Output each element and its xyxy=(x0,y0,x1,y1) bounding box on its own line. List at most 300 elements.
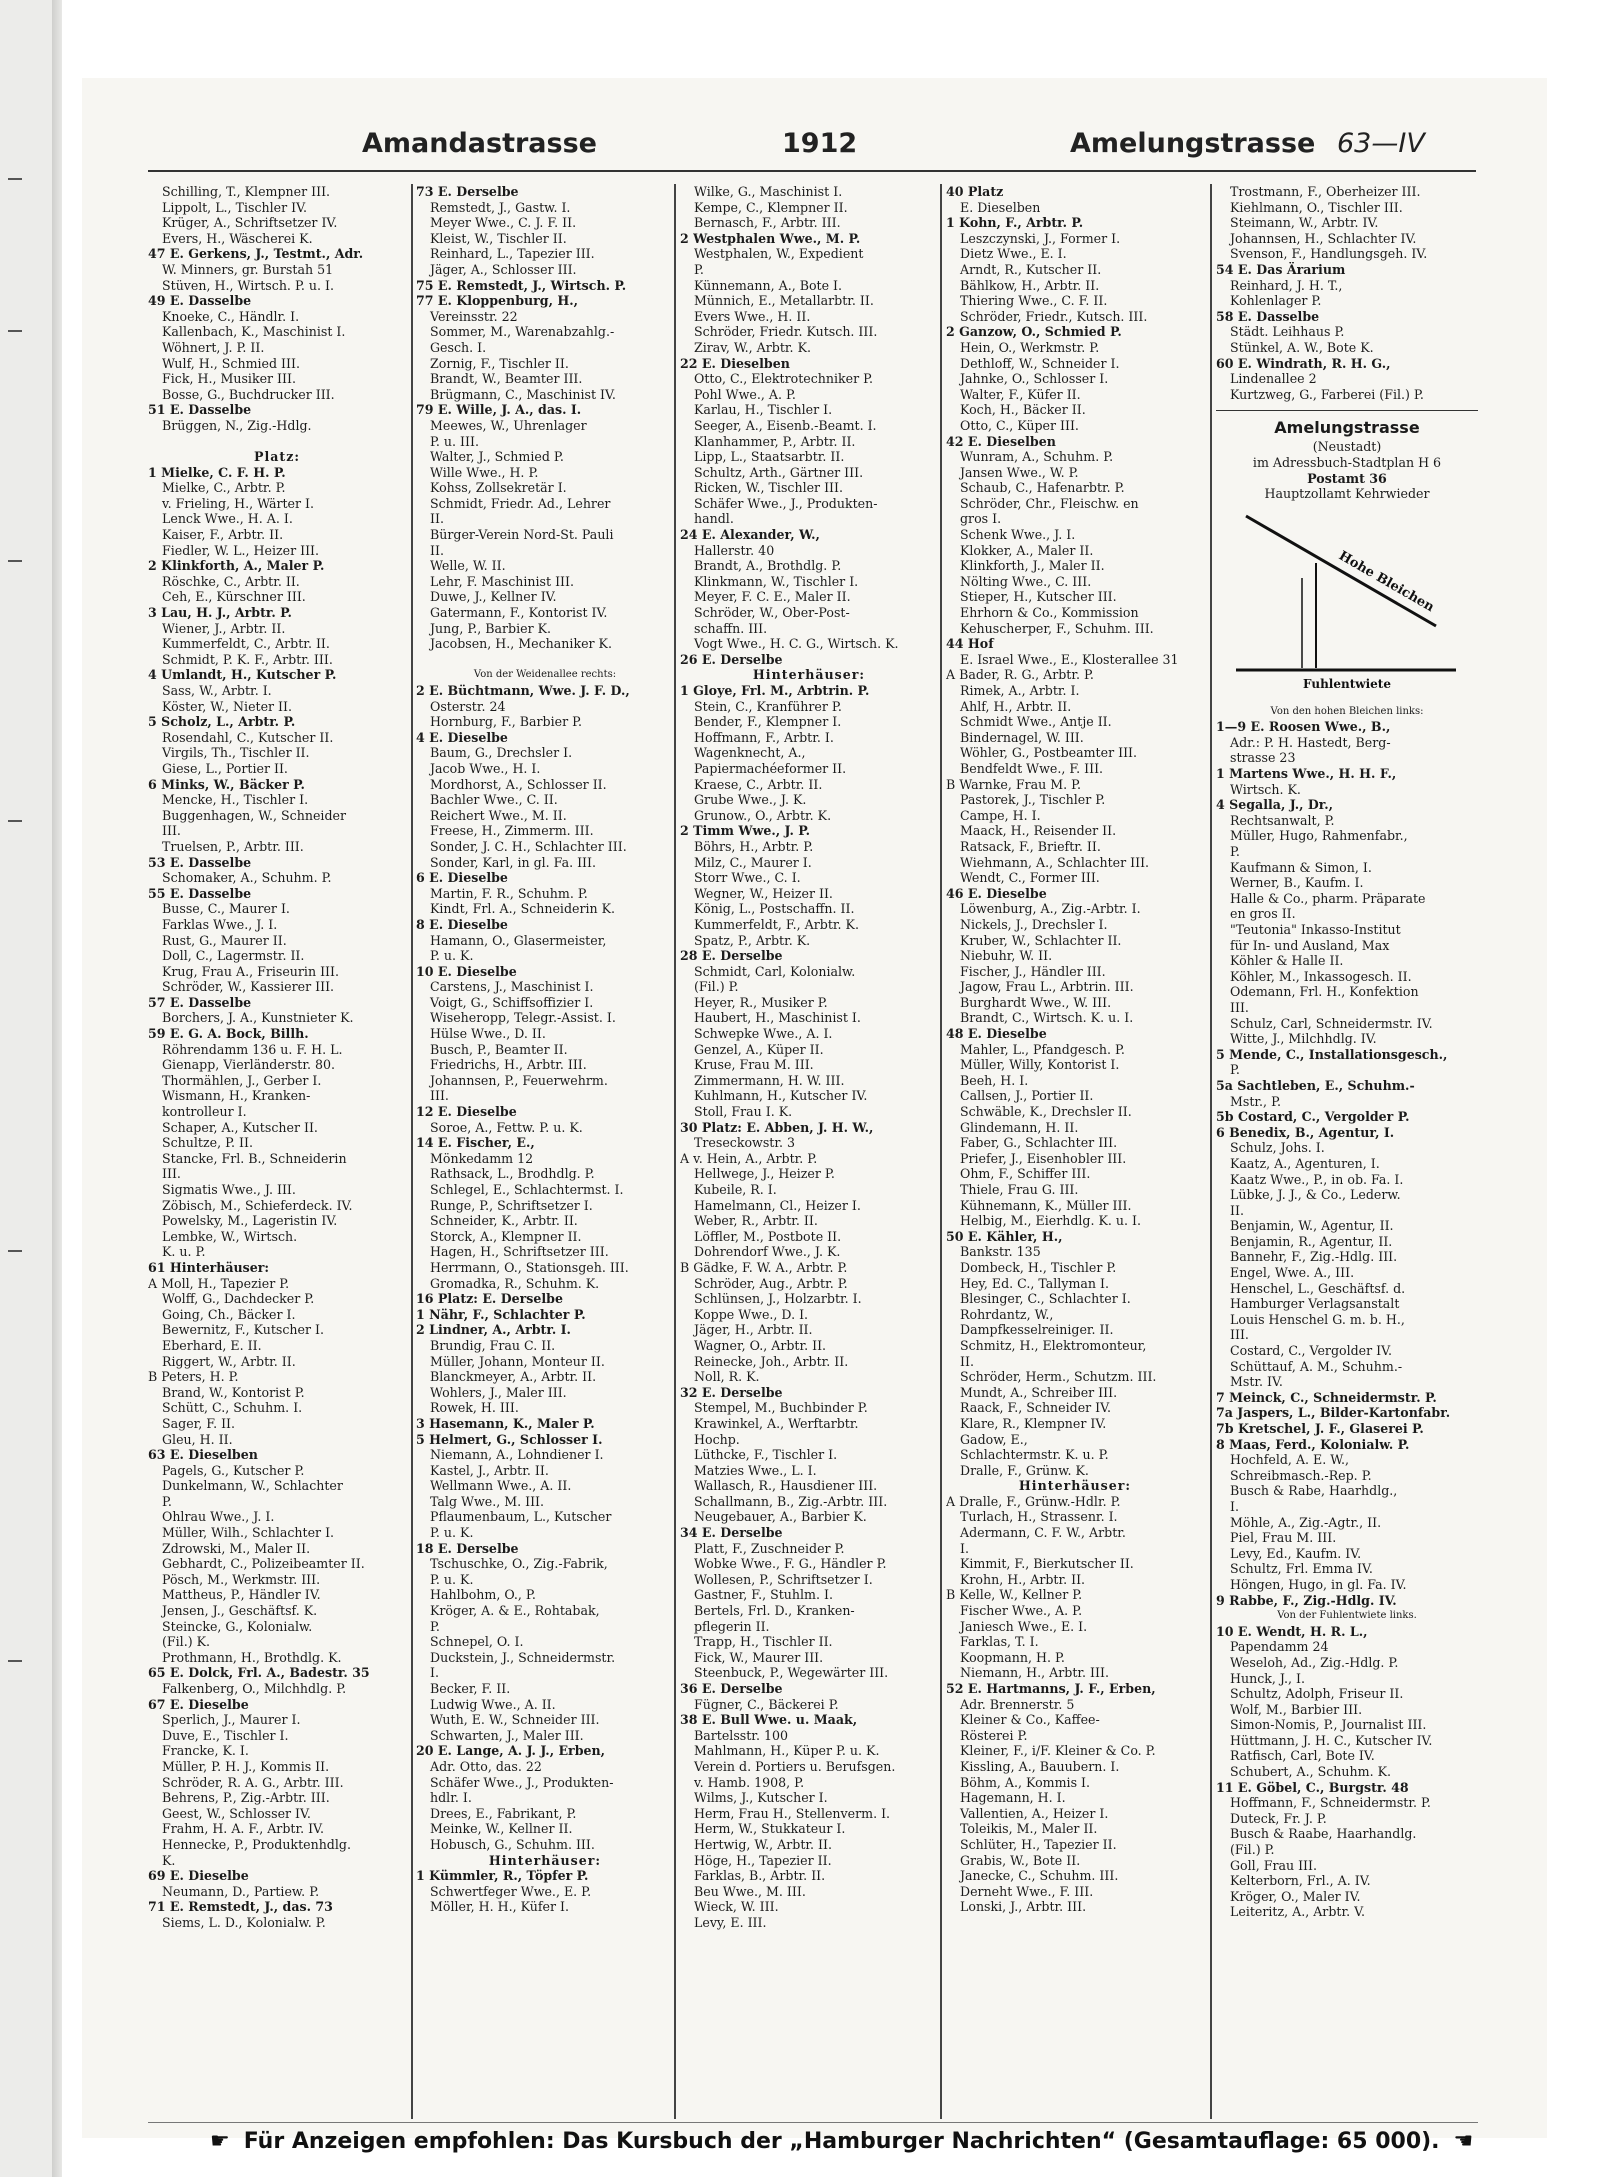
directory-entry: 55 E. Dasselbe xyxy=(148,885,252,901)
directory-entry: Meyer Wwe., C. J. F. II. xyxy=(430,215,577,231)
directory-entry: "Teutonia" Inkasso-Institut xyxy=(1230,922,1401,937)
directory-entry: Bankstr. 135 xyxy=(960,1244,1041,1260)
directory-entry: Osterstr. 24 xyxy=(430,698,506,714)
directory-entry: Reinhard, J. H. T., xyxy=(1230,277,1343,293)
directory-entry: Carstens, J., Maschinist I. xyxy=(430,979,594,995)
directory-entry: Kimmit, F., Bierkutscher II. xyxy=(960,1556,1134,1572)
directory-entry: Evers, H., Wäscherei K. xyxy=(162,230,313,246)
directory-entry: Schüttauf, A. M., Schuhm.- xyxy=(1230,1358,1403,1374)
directory-entry: 8 Maas, Ferd., Kolonialw. P. xyxy=(1216,1436,1410,1452)
directory-entry: Mordhorst, A., Schlosser II. xyxy=(430,776,607,792)
directory-entry: Kruse, Frau M. III. xyxy=(694,1057,814,1073)
street-sketch-map xyxy=(1216,508,1478,698)
directory-entry: Hobusch, G., Schuhm. III. xyxy=(430,1836,595,1852)
directory-entry: Hinterhäuser: xyxy=(752,667,866,683)
directory-entry: Schultze, P. II. xyxy=(162,1135,253,1151)
directory-entry: Stein, C., Kranführer P. xyxy=(694,698,842,714)
directory-entry: Bartelsstr. 100 xyxy=(694,1727,788,1743)
directory-entry: v. Frieling, H., Wärter I. xyxy=(162,495,314,511)
directory-entry: Dombeck, H., Tischler P. xyxy=(960,1259,1117,1275)
directory-entry: Duteck, Fr. J. P. xyxy=(1230,1810,1327,1826)
directory-entry: A v. Hein, A., Arbtr. P. xyxy=(680,1150,818,1166)
directory-entry: Busch, P., Beamter II. xyxy=(430,1041,568,1057)
directory-entry: Hornburg, F., Barbier P. xyxy=(430,714,583,730)
directory-entry: Bählkow, H., Arbtr. II. xyxy=(960,277,1100,293)
directory-entry: Doll, C., Lagermstr. II. xyxy=(162,948,305,964)
directory-entry: Schröder, W., Kassierer III. xyxy=(162,979,335,995)
directory-entry: Schwarten, J., Maler III. xyxy=(430,1727,584,1743)
directory-entry: Schmidt Wwe., Antje II. xyxy=(960,714,1112,730)
directory-entry: Sommer, M., Warenabzahlg.- xyxy=(430,324,615,340)
directory-entry: 79 E. Wille, J. A., das. I. xyxy=(416,402,582,418)
map-label-top: Hohe Bleichen xyxy=(1336,548,1437,615)
directory-entry: Hellwege, J., Heizer P. xyxy=(694,1166,835,1182)
pointing-hand-left-icon: ☚ xyxy=(1453,2129,1474,2154)
directory-entry: III. xyxy=(162,823,181,839)
directory-entry: Francke, K. I. xyxy=(162,1743,249,1759)
directory-entry: 14 E. Fischer, E., xyxy=(416,1135,535,1151)
directory-entry: Müller, Hugo, Rahmenfabr., xyxy=(1230,828,1408,844)
directory-entry: Lenck Wwe., H. A. I. xyxy=(162,511,293,527)
directory-entry: Callsen, J., Portier II. xyxy=(960,1088,1094,1104)
directory-entry: Wollesen, P., Schriftsetzer I. xyxy=(694,1571,873,1587)
directory-entry: Arndt, R., Kutscher II. xyxy=(960,261,1102,277)
directory-entry: Bendfeldt Wwe., F. III. xyxy=(960,760,1104,776)
directory-entry: 1 Kümmler, R., Töpfer P. xyxy=(416,1868,589,1884)
directory-entry: Kruber, W., Schlachter II. xyxy=(960,932,1122,948)
directory-entry: Brundig, Frau C. II. xyxy=(430,1337,556,1353)
street-header-block xyxy=(1216,410,1478,697)
directory-entry: Kelterborn, Frl., A. IV. xyxy=(1230,1873,1371,1889)
directory-entry: Gadow, E., xyxy=(960,1431,1028,1447)
directory-entry: 2 Klinkforth, A., Maler P. xyxy=(148,558,325,574)
directory-entry: Schultz, Adolph, Friseur II. xyxy=(1230,1686,1404,1702)
directory-entry: Lübke, J. J., & Co., Lederw. xyxy=(1230,1187,1401,1203)
directory-entry: Fischer Wwe., A. P. xyxy=(960,1603,1083,1619)
directory-entry: Kühnemann, K., Müller III. xyxy=(960,1197,1132,1213)
directory-entry: Milz, C., Maurer I. xyxy=(694,854,812,870)
directory-entry: Müller, Johann, Monteur II. xyxy=(430,1353,605,1369)
directory-entry: III. xyxy=(1230,999,1249,1015)
directory-entry: König, L., Postschaffn. II. xyxy=(694,901,855,917)
directory-entry: Kröger, A. & E., Rohtabak, xyxy=(430,1603,600,1619)
directory-entry: pflegerin II. xyxy=(694,1618,770,1634)
directory-entry: Münnich, E., Metallarbtr. II. xyxy=(694,293,874,309)
directory-entry: Stancke, Frl. B., Schneiderin xyxy=(162,1150,347,1166)
spacer xyxy=(148,434,406,450)
directory-entry: Wegner, W., Heizer II. xyxy=(694,885,833,901)
directory-entry: Kissling, A., Bauubern. I. xyxy=(960,1758,1120,1774)
book-fold xyxy=(52,0,62,2177)
directory-entry: 3 Lau, H. J., Arbtr. P. xyxy=(148,605,292,621)
footer-rule xyxy=(148,2122,1478,2123)
directory-entry: Wiehmann, A., Schlachter III. xyxy=(960,854,1150,870)
directory-entry: Neugebauer, A., Barbier K. xyxy=(694,1509,867,1525)
directory-entry: 7b Kretschel, J. F., Glaserei P. xyxy=(1216,1421,1424,1436)
directory-entry: Köhler & Halle II. xyxy=(1230,953,1344,969)
directory-entry: Kaufmann & Simon, I. xyxy=(1230,859,1372,875)
directory-entry: Fügner, C., Bäckerei P. xyxy=(694,1696,839,1712)
directory-entry: 2 Ganzow, O., Schmied P. xyxy=(946,324,1122,340)
directory-entry: Zöbisch, M., Schieferdeck. IV. xyxy=(162,1197,353,1213)
directory-entry: III. xyxy=(1230,1327,1249,1343)
directory-entry: v. Hamb. 1908, P. xyxy=(694,1774,805,1790)
directory-entry: strasse 23 xyxy=(1230,750,1296,766)
directory-entry: 4 E. Dieselbe xyxy=(416,729,508,745)
directory-entry: Meyer, F. C. E., Maler II. xyxy=(694,589,851,605)
directory-entry: 7 Meinck, C., Schneidermstr. P. xyxy=(1216,1389,1437,1405)
directory-entry: Krüger, A., Schriftsetzer IV. xyxy=(162,215,338,231)
directory-entry: Ludwig Wwe., A. II. xyxy=(430,1696,556,1712)
directory-entry: Brügmann, C., Maschinist IV. xyxy=(430,386,616,402)
directory-entry: Zirav, W., Arbtr. K. xyxy=(694,339,811,355)
directory-entry: Otto, C., Elektrotechniker P. xyxy=(694,371,874,387)
directory-entry: Verein d. Portiers u. Berufsgen. xyxy=(694,1758,896,1774)
directory-entry: Rosendahl, C., Kutscher II. xyxy=(162,729,334,745)
directory-entry: 32 E. Derselbe xyxy=(680,1384,783,1400)
directory-entry: Hülse Wwe., D. II. xyxy=(430,1026,546,1042)
directory-entry: Jagow, Frau L., Arbtrin. III. xyxy=(960,979,1134,995)
directory-entry: Ceh, E., Kürschner III. xyxy=(162,589,306,605)
directory-entry: Kohss, Zollsekretär I. xyxy=(430,480,567,496)
margin-mark xyxy=(8,330,22,332)
directory-entry: 40 Platz xyxy=(946,184,1004,199)
directory-entry: 42 E. Dieselben xyxy=(946,433,1056,449)
directory-entry: Benjamin, W., Agentur, II. xyxy=(1230,1218,1394,1234)
directory-entry: 5 Scholz, L., Arbtr. P. xyxy=(148,714,296,730)
directory-entry: Gatermann, F., Kontorist IV. xyxy=(430,605,608,621)
directory-entry: Ohm, F., Schiffer III. xyxy=(960,1166,1091,1182)
directory-entry: Schallmann, B., Zig.-Arbtr. III. xyxy=(694,1493,888,1509)
directory-entry: Löwenburg, A., Zig.-Arbtr. I. xyxy=(960,901,1141,917)
directory-entry: Kurtzweg, G., Farberei (Fil.) P. xyxy=(1230,386,1424,402)
directory-entry: Schäfer Wwe., J., Produkten- xyxy=(430,1774,614,1790)
header-rule xyxy=(148,170,1476,172)
directory-entry: Schomaker, A., Schuhm. P. xyxy=(162,870,332,886)
directory-entry: Jäger, A., Schlosser III. xyxy=(430,261,577,277)
directory-entry: Künnemann, A., Bote I. xyxy=(694,277,843,293)
directory-entry: Krawinkel, A., Werftarbtr. xyxy=(694,1415,859,1431)
directory-entry: Thiele, Frau G. III. xyxy=(960,1182,1079,1197)
directory-entry: 47 E. Gerkens, J., Testmt., Adr. xyxy=(148,246,364,262)
directory-entry: II. xyxy=(960,1353,974,1369)
column-5 xyxy=(1216,184,1478,2119)
directory-entry: Rathsack, L., Brodhdlg. P. xyxy=(430,1166,595,1182)
directory-entry: Duwe, J., Kellner IV. xyxy=(430,589,557,605)
directory-entry: Jäger, H., Arbtr. II. xyxy=(694,1322,813,1338)
directory-entry: K. xyxy=(162,1852,176,1868)
directory-entry: I. xyxy=(430,1665,439,1681)
directory-entry: Farklas, T. I. xyxy=(960,1634,1039,1650)
directory-entry: Niemann, H., Arbtr. III. xyxy=(960,1665,1109,1681)
directory-entry: Schröder, Aug., Arbtr. P. xyxy=(694,1275,848,1291)
directory-entry: Fick, H., Musiker III. xyxy=(162,371,296,387)
directory-entry: Platt, F., Zuschneider P. xyxy=(694,1540,845,1556)
header-year: 1912 xyxy=(782,128,858,159)
directory-entry: Meewes, W., Uhrenlager xyxy=(430,417,587,433)
directory-entry: Möller, H. H., Küfer I. xyxy=(430,1899,569,1915)
column-1 xyxy=(148,184,406,2119)
directory-entry: Brand, W., Kontorist P. xyxy=(162,1384,305,1400)
directory-entry: Hertwig, W., Arbtr. II. xyxy=(694,1836,832,1852)
directory-entry: Lonski, J., Arbtr. III. xyxy=(960,1899,1087,1915)
directory-entry: Meinke, W., Kellner II. xyxy=(430,1821,573,1837)
directory-entry: 5b Costard, C., Vergolder P. xyxy=(1216,1109,1410,1125)
directory-entry: Bernasch, F., Arbtr. III. xyxy=(694,215,841,231)
directory-entry: 1 Gloye, Frl. M., Arbtrin. P. xyxy=(680,683,870,698)
directory-entry: Mstr., P. xyxy=(1230,1093,1281,1109)
directory-entry: Svenson, F., Handlungsgeh. IV. xyxy=(1230,246,1428,262)
directory-entry: Mielke, C., Arbtr. P. xyxy=(162,480,286,496)
directory-entry: Schmitz, H., Elektromonteur, xyxy=(960,1337,1147,1353)
directory-entry: II. xyxy=(1230,1202,1244,1218)
directory-entry: Dunkelmann, W., Schlachter xyxy=(162,1478,343,1494)
directory-entry: Glindemann, H. II. xyxy=(960,1119,1079,1135)
directory-entry: 30 Platz: E. Abben, J. H. W., xyxy=(680,1119,874,1135)
directory-entry: Rohrdantz, W., xyxy=(960,1306,1054,1322)
directory-entry: 16 Platz: E. Derselbe xyxy=(416,1291,563,1307)
directory-entry: 20 E. Lange, A. J. J., Erben, xyxy=(416,1743,606,1759)
directory-entry: Reinhard, L., Tapezier III. xyxy=(430,246,595,262)
directory-entry: Werner, B., Kaufm. I. xyxy=(1230,875,1364,891)
directory-entry: Dampfkesselreiniger. II. xyxy=(960,1322,1114,1338)
directory-entry: Müller, Wilh., Schlachter I. xyxy=(162,1525,335,1541)
directory-entry: P. xyxy=(1230,844,1240,860)
directory-entry: A Dralle, F., Grünw.-Hdlr. P. xyxy=(946,1493,1121,1509)
directory-entry: Treseckowstr. 3 xyxy=(694,1135,796,1151)
directory-entry: Hoffmann, F., Arbtr. I. xyxy=(694,729,834,745)
margin-mark xyxy=(8,560,22,562)
directory-entry: Ahlf, H., Arbtr. II. xyxy=(960,698,1072,714)
directory-entry: Riggert, W., Arbtr. II. xyxy=(162,1353,296,1369)
directory-entry: Faber, G., Schlachter III. xyxy=(960,1135,1118,1151)
directory-entry: P. xyxy=(430,1618,440,1634)
directory-entry: Dethloff, W., Schneider I. xyxy=(960,355,1120,371)
directory-entry: Sass, W., Arbtr. I. xyxy=(162,683,272,698)
directory-entry: Schröder, Friedr. Kutsch. III. xyxy=(694,324,878,340)
directory-entry: Klinkmann, W., Tischler I. xyxy=(694,573,859,589)
directory-entry: Leiteritz, A., Arbtr. V. xyxy=(1230,1904,1365,1920)
directory-entry: Mahlmann, H., Küper P. u. K. xyxy=(694,1743,880,1759)
directory-entry: Nölting Wwe., C. III. xyxy=(960,573,1092,589)
directory-entry: Bachler Wwe., C. II. xyxy=(430,792,558,808)
directory-entry: Hagen, H., Schriftsetzer III. xyxy=(430,1244,609,1260)
directory-entry: 2 Westphalen Wwe., M. P. xyxy=(680,230,861,246)
directory-entry: Köhler, M., Inkassogesch. II. xyxy=(1230,968,1412,984)
directory-entry: Herrmann, O., Stationsgeh. III. xyxy=(430,1259,629,1275)
directory-entry: 46 E. Dieselbe xyxy=(946,885,1047,901)
directory-entry: Wulf, H., Schmied III. xyxy=(162,355,300,371)
directory-entry: Hunck, J., I. xyxy=(1230,1670,1305,1686)
directory-entry: Henschel, L., Geschäftsf. d. xyxy=(1230,1280,1406,1296)
column-4 xyxy=(946,184,1204,2119)
header-left-street: Amandastrasse xyxy=(362,128,597,159)
directory-entry: Goll, Frau III. xyxy=(1230,1857,1318,1873)
directory-entry: Piel, Frau M. III. xyxy=(1230,1530,1337,1546)
directory-entry: A Moll, H., Tapezier P. xyxy=(148,1275,290,1291)
directory-entry: Jensen, J., Geschäftsf. K. xyxy=(162,1603,318,1619)
directory-entry: Wiener, J., Arbtr. II. xyxy=(162,620,286,636)
directory-entry: Stempel, M., Buchbinder P. xyxy=(694,1400,868,1416)
hohe-bleichen-line xyxy=(1246,516,1436,626)
directory-entry: W. Minners, gr. Burstah 51 xyxy=(162,261,334,277)
directory-entry: Wallasch, R., Hausdiener III. xyxy=(694,1478,878,1494)
directory-entry: Helbig, M., Eierhdlg. K. u. I. xyxy=(960,1213,1141,1229)
directory-entry: Walter, F., Küfer II. xyxy=(960,386,1081,402)
directory-entry: Hallerstr. 40 xyxy=(694,542,775,558)
directory-entry: Talg Wwe., M. III. xyxy=(430,1493,545,1509)
margin-mark xyxy=(8,1250,22,1252)
directory-entry: Hoffmann, F., Schneidermstr. P. xyxy=(1230,1795,1431,1811)
directory-entry: Blesinger, C., Schlachter I. xyxy=(960,1291,1131,1307)
directory-entry: Becker, F. II. xyxy=(430,1681,511,1696)
directory-entry: Raack, F., Schneider IV. xyxy=(960,1400,1112,1416)
map-label-bottom: Fuhlentwiete xyxy=(1303,676,1391,691)
directory-entry: Hüttmann, J. H. C., Kutscher IV. xyxy=(1230,1732,1433,1748)
directory-entry: Pflaumenbaum, L., Kutscher xyxy=(430,1509,612,1525)
directory-entry: Reinecke, Joh., Arbtr. II. xyxy=(694,1353,849,1369)
directory-entry: Klokker, A., Maler II. xyxy=(960,542,1094,558)
directory-entry: Matzies Wwe., L. I. xyxy=(694,1462,817,1478)
directory-entry: Weber, R., Arbtr. II. xyxy=(694,1213,818,1229)
directory-entry: Schlüter, H., Tapezier II. xyxy=(960,1836,1117,1852)
directory-entry: Turlach, H., Strassenr. I. xyxy=(960,1509,1118,1525)
directory-entry: Remstedt, J., Gastw. I. xyxy=(430,199,571,215)
directory-entry: Maack, H., Reisender II. xyxy=(960,823,1117,839)
directory-entry: Löffler, M., Postbote II. xyxy=(694,1228,842,1244)
directory-entry: Böhm, A., Kommis I. xyxy=(960,1774,1091,1790)
directory-entry: Krohn, H., Arbtr. II. xyxy=(960,1571,1086,1587)
directory-entry: Wilms, J., Kutscher I. xyxy=(694,1790,828,1806)
directory-entry: Otto, C., Küper III. xyxy=(960,417,1079,433)
directory-entry: Gebhardt, C., Polizeibeamter II. xyxy=(162,1556,365,1572)
directory-entry: Jacobsen, H., Mechaniker K. xyxy=(430,636,612,652)
page-header xyxy=(82,128,1547,168)
directory-entry: Wagenknecht, A., xyxy=(694,745,806,761)
directory-entry: Pohl Wwe., A. P. xyxy=(694,386,796,402)
directory-entry: 22 E. Dieselben xyxy=(680,355,790,371)
directory-entry: Lembke, W., Wirtsch. xyxy=(162,1228,298,1244)
street-title: Amelungstrasse xyxy=(1274,418,1420,438)
directory-entry: Tschuschke, O., Zig.-Fabrik, xyxy=(430,1556,608,1572)
directory-entry: Höge, H., Tapezier II. xyxy=(694,1852,832,1868)
directory-entry: 4 Umlandt, H., Kutscher P. xyxy=(148,667,337,683)
directory-entry: Jahnke, O., Schlosser I. xyxy=(960,371,1109,387)
directory-entry: Wirtsch. K. xyxy=(1230,781,1301,797)
directory-entry: Burghardt Wwe., W. III. xyxy=(960,994,1112,1010)
directory-entry: Soroe, A., Fettw. P. u. K. xyxy=(430,1119,583,1135)
directory-entry: Bender, F., Klempner I. xyxy=(694,714,842,730)
directory-entry: 54 E. Das Ärarium xyxy=(1216,261,1346,277)
directory-entry: Friedrichs, H., Arbtr. III. xyxy=(430,1057,587,1073)
directory-entry: Wille Wwe., H. P. xyxy=(430,464,539,480)
directory-entry: Schilling, T., Klempner III. xyxy=(162,184,331,199)
directory-entry: 61 Hinterhäuser: xyxy=(148,1259,270,1275)
directory-entry: Levy, Ed., Kaufm. IV. xyxy=(1230,1545,1362,1561)
directory-entry: Halle & Co., pharm. Präparate xyxy=(1230,890,1426,906)
directory-entry: Mahler, L., Pfandgesch. P. xyxy=(960,1041,1125,1057)
directory-entry: P. xyxy=(694,261,704,277)
directory-entry: Noll, R. K. xyxy=(694,1369,760,1385)
directory-entry: Sonder, Karl, in gl. Fa. III. xyxy=(430,854,597,870)
directory-entry: Grabis, W., Bote II. xyxy=(960,1852,1081,1868)
directory-entry: Ohlrau Wwe., J. I. xyxy=(162,1509,275,1525)
street-plan-reference: im Adressbuch-Stadtplan H 6 xyxy=(1252,454,1442,470)
column-5-top-entries xyxy=(1216,184,1478,402)
directory-entry: Schlegel, E., Schlachtermst. I. xyxy=(430,1182,624,1197)
directory-entry: 2 E. Büchtmann, Wwe. J. F. D., xyxy=(416,683,630,698)
directory-entry: Janecke, C., Schuhm. III. xyxy=(960,1868,1119,1884)
directory-entry: Hahlbohm, O., P. xyxy=(430,1587,536,1603)
directory-entry: Lüthcke, F., Tischler I. xyxy=(694,1447,838,1463)
directory-entry: Giese, L., Portier II. xyxy=(162,760,288,776)
directory-entry: Schröder, R. A. G., Arbtr. III. xyxy=(162,1774,344,1790)
directory-entry: Knoeke, C., Händlr. I. xyxy=(162,308,300,324)
directory-entry: Zornig, F., Tischler II. xyxy=(430,355,569,371)
directory-entry: Zimmermann, H. W. III. xyxy=(694,1072,845,1088)
directory-entry: Kehuscherper, F., Schuhm. III. xyxy=(960,620,1154,636)
directory-entry: Pösch, M., Werkmstr. III. xyxy=(162,1571,321,1587)
directory-entry: Witte, J., Milchhdlg. IV. xyxy=(1230,1031,1377,1047)
directory-entry: B Kelle, W., Kellner P. xyxy=(946,1587,1083,1603)
directory-entry: Lipp, L., Staatsarbtr. II. xyxy=(694,449,845,465)
directory-entry: Falkenberg, O., Milchhdlg. P. xyxy=(162,1681,347,1696)
directory-entry: Hamelmann, Cl., Heizer I. xyxy=(694,1197,861,1213)
directory-entry: Koopmann, H. P. xyxy=(960,1649,1065,1665)
directory-entry: Röhrendamm 136 u. F. H. L. xyxy=(162,1041,343,1057)
directory-entry: 26 E. Derselbe xyxy=(680,651,783,667)
directory-entry: Dohrendorf Wwe., J. K. xyxy=(694,1244,841,1260)
directory-entry: Brandt, W., Beamter III. xyxy=(430,371,583,387)
directory-entry: 34 E. Derselbe xyxy=(680,1525,783,1541)
directory-entry: Odemann, Frl. H., Konfektion xyxy=(1230,984,1419,1000)
directory-entry: Beeh, H. I. xyxy=(960,1072,1029,1088)
directory-entry: hdlr. I. xyxy=(430,1790,472,1806)
directory-entry: Stüven, H., Wirtsch. P. u. I. xyxy=(162,277,334,293)
directory-entry: Von der Fuhlentwiete links. xyxy=(1277,1610,1417,1622)
directory-entry: 69 E. Dieselbe xyxy=(148,1868,249,1884)
directory-entry: Ricken, W., Tischler III. xyxy=(694,480,844,496)
directory-entry: Kempe, C., Klempner II. xyxy=(694,199,848,215)
directory-entry: Lippolt, L., Tischler IV. xyxy=(162,199,307,215)
directory-entry: Fiedler, W. L., Heizer III. xyxy=(162,542,320,558)
directory-entry: 67 E. Dieselbe xyxy=(148,1696,249,1712)
directory-entry: 6 Benedix, B., Agentur, I. xyxy=(1216,1124,1395,1140)
directory-entry: Schröder, W., Ober-Post- xyxy=(694,605,850,621)
directory-entry: Trapp, H., Tischler II. xyxy=(694,1634,833,1650)
directory-entry: 44 Hof xyxy=(946,636,994,652)
directory-entry: E. Dieselben xyxy=(960,199,1041,215)
directory-entry: I. xyxy=(960,1540,969,1556)
directory-entry: Höngen, Hugo, in gl. Fa. IV. xyxy=(1230,1576,1407,1592)
directory-entry: handl. xyxy=(694,511,734,527)
directory-entry: Derneht Wwe., F. III. xyxy=(960,1883,1094,1899)
directory-entry: Gleu, H. II. xyxy=(162,1431,233,1447)
directory-entry: Hamann, O., Glasermeister, xyxy=(430,932,607,948)
directory-entry: Städt. Leihhaus P. xyxy=(1230,324,1345,340)
directory-entry: Böhrs, H., Arbtr. P. xyxy=(694,838,814,854)
directory-entry: Gienapp, Vierländerstr. 80. xyxy=(162,1057,336,1073)
directory-entry: P. u. K. xyxy=(430,948,474,964)
directory-entry: Weseloh, Ad., Zig.-Hdlg. P. xyxy=(1230,1654,1399,1670)
directory-entry: kontrolleur I. xyxy=(162,1104,247,1120)
directory-entry: 1 Kohn, F., Arbtr. P. xyxy=(946,215,1084,231)
directory-entry: Levy, E. III. xyxy=(694,1914,767,1930)
directory-entry: Pastorek, J., Tischler P. xyxy=(960,792,1106,808)
directory-entry: Schmidt, P. K. F., Arbtr. III. xyxy=(162,651,333,667)
directory-entry: Eberhard, E. II. xyxy=(162,1337,262,1353)
directory-entry: 7a Jaspers, L., Bilder-Kartonfabr. xyxy=(1216,1405,1451,1421)
